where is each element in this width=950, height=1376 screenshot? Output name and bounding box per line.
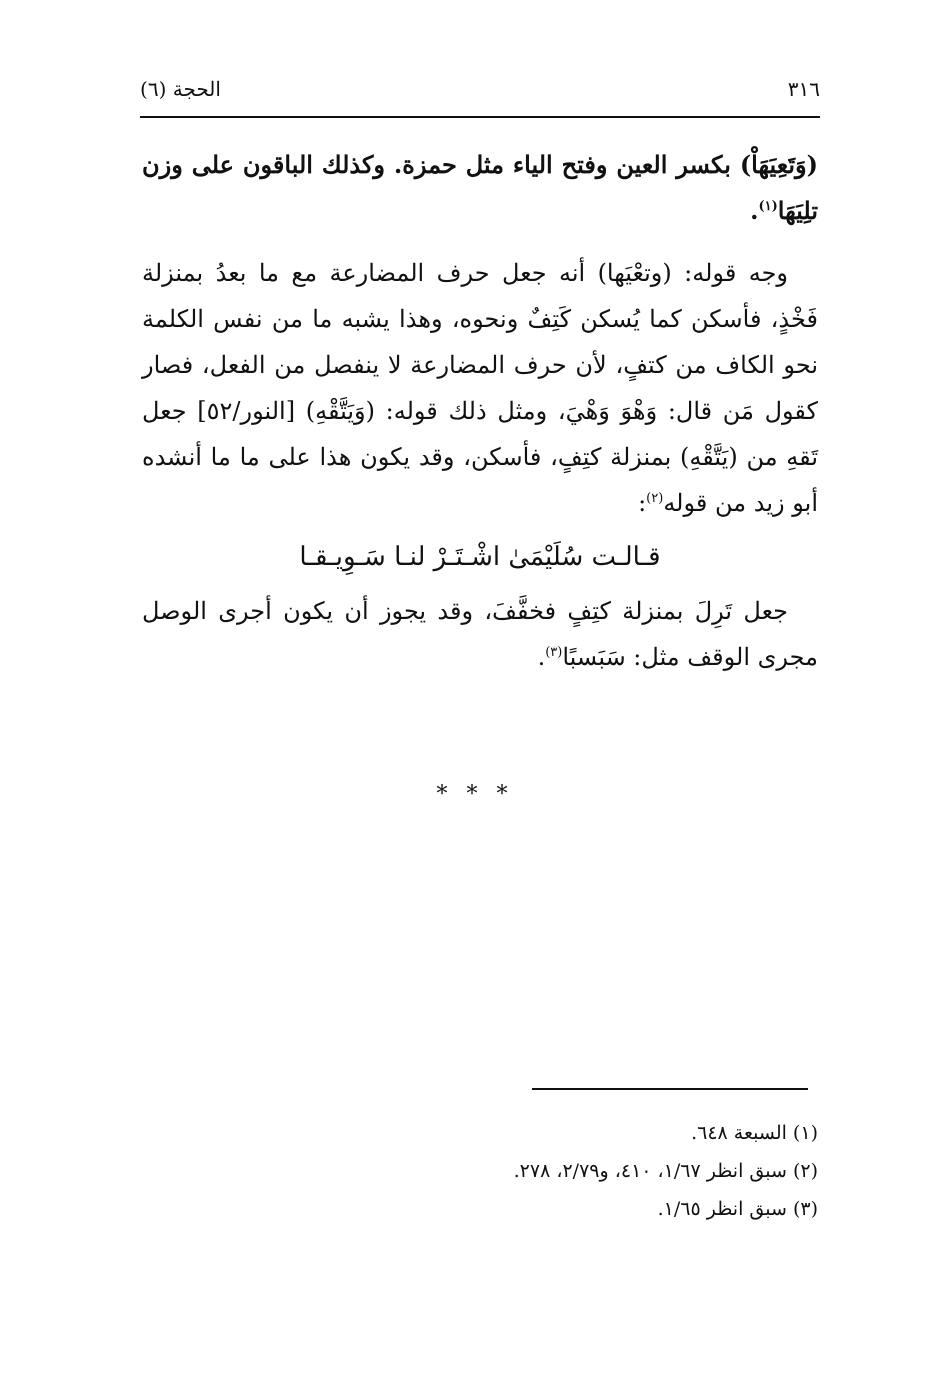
page-number: ٣١٦ xyxy=(787,77,820,101)
paragraph-reading xyxy=(142,142,818,234)
footnote-2: (٢) سبق انظر ١/٦٧، ٤١٠، و٢/٧٩، ٢٧٨. xyxy=(513,1160,818,1182)
reading-end: . xyxy=(750,196,759,225)
conclusion-end: . xyxy=(537,643,546,671)
footnote-ref-3: (٣) xyxy=(545,645,563,660)
footnote-1: (١) السبعة ٦٤٨. xyxy=(691,1122,818,1144)
footnote-ref-1: (١) xyxy=(758,199,778,214)
header-rule xyxy=(140,116,820,118)
paragraph-conclusion xyxy=(142,588,818,680)
page-header xyxy=(140,72,820,106)
poetry-verse: قـالـت سُلَيْمَىٰ اشْـتَـرْ لنـا سَـوِيـقـا xyxy=(299,542,661,572)
explanation-end: : xyxy=(638,489,647,517)
reading-text: (وَتَعِيَهَاْ) بكسر العين وفتح الياء مثل حمزة. وكذلك الباقون على وزن تلِيَهَا xyxy=(142,150,818,225)
footnote-ref-2: (٢) xyxy=(646,491,664,506)
conclusion-text: جعل تَرِلَ بمنزلة كتِفٍ فخفَّفَ، وقد يجوز أن يكون أجرى الوصل مجرى الوقف مثل: سَبَسبًا xyxy=(142,597,818,671)
section-separator: * * * xyxy=(436,782,514,807)
explanation-text: وجه قوله: (وتعْيَها) أنه جعل حرف المضارعة مع ما بعدُ بمنزلة فَخْذٍ، فأسكن كما يُسكن كَتِفٌ ونحوه، وهذا يشبه ما من نفس الكلمة نحو الكاف من كتفٍ، لأن حرف المضارعة لا ينفصل من الفعل، فصار كقول مَن قال: وَهْوَ وَهْيَ، ومثل ذلك قوله: (وَيَتَّقْهِ) [النور/٥٢] جعل تَقهِ من (يَتَّقْهِ) بمنزلة كتِفٍ، فأسكن، وقد يكون هذا على ما ما أنشده أبو زيد من قوله xyxy=(142,259,818,517)
footnotes xyxy=(142,1114,818,1228)
footnote-rule xyxy=(532,1088,808,1090)
footnote-3: (٣) سبق انظر ١/٦٥. xyxy=(657,1198,818,1220)
running-title: الحجة (٦) xyxy=(140,77,221,101)
main-text xyxy=(142,142,818,680)
paragraph-explanation xyxy=(142,250,818,526)
